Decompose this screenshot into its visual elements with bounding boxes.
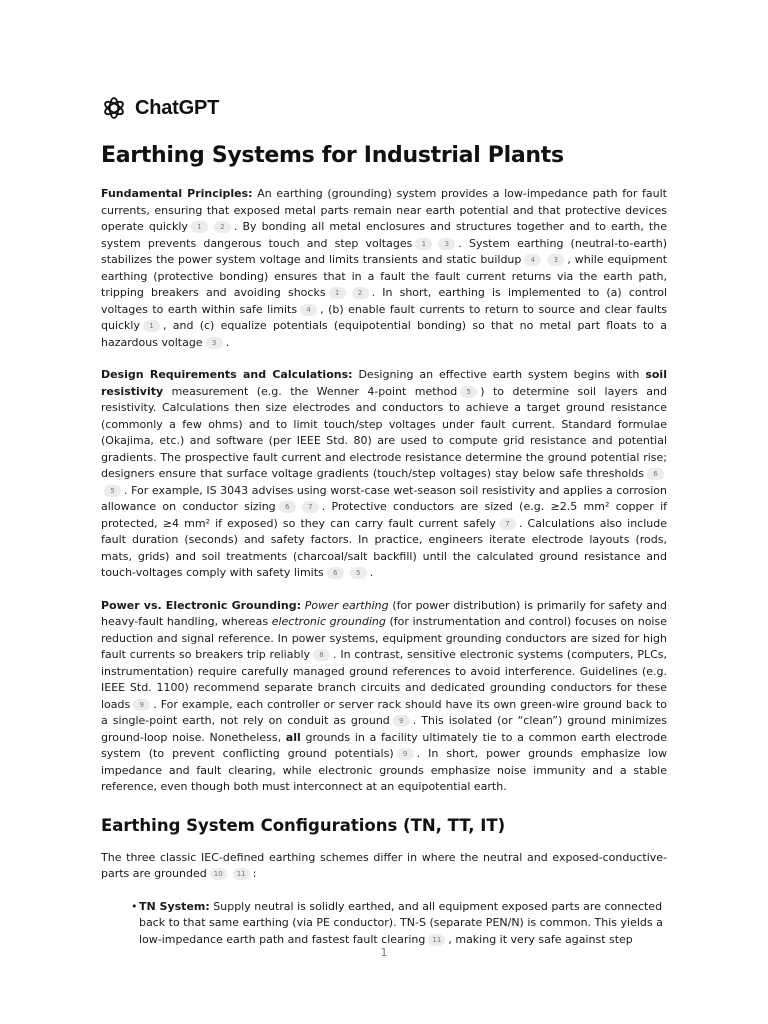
citation-badge[interactable]: 6 [279, 501, 296, 513]
openai-logo-icon [101, 95, 127, 121]
citation-badge[interactable]: 1 [415, 238, 432, 250]
configuration-list [101, 899, 667, 949]
citation-badge[interactable]: 7 [499, 518, 516, 530]
citation-badge[interactable]: 7 [302, 501, 319, 513]
document-page [101, 92, 667, 948]
paragraph-text: . By bonding all metal enclosures and structures together and to earth, the system prevents dangerous touch and step voltages [101, 220, 667, 250]
paragraph-power-vs-electronic [101, 598, 667, 796]
citation-badge[interactable]: 9 [393, 715, 410, 727]
paragraph-text: Designing an effective earth system begins with [352, 368, 646, 381]
emphasis-italic: electronic grounding [271, 615, 386, 628]
paragraph-text: . [225, 335, 230, 349]
paragraph-text: The three classic IEC-defined earthing schemes differ in where the neutral and exposed-conductive-parts are grounded [101, 850, 667, 880]
page-number: 1 [380, 946, 388, 959]
paragraph-text: , while equipment earthing (protective bonding) ensures that in a fault the fault current returns via the earth path, tripping breakers and avoiding shocks [101, 253, 668, 299]
paragraph-fundamental-principles [101, 186, 667, 351]
paragraph-text: . In short, earthing is implemented to (a) control voltages to earth within safe limits [101, 286, 668, 316]
paragraph-text: (for instrumentation and control) focuses on noise reduction and signal reference. In power systems, equipment grounding conductors are sized for high fault currents so breakers trip reliably [101, 615, 667, 661]
paragraph-design-requirements [101, 367, 667, 582]
citation-badge[interactable]: 4 [300, 304, 317, 316]
bullet: • [131, 899, 138, 913]
list-item-text: , making it very safe against step [448, 932, 633, 946]
citation-badge[interactable]: 5 [104, 485, 121, 497]
paragraph-text: , and (c) equalize potentials (equipotential bonding) so that no metal part floats to a hazardous voltage [101, 319, 667, 349]
section-heading: Earthing System Configurations (TN, TT, IT) [101, 815, 506, 835]
citation-badge[interactable]: 11 [233, 868, 250, 880]
paragraph-text: . [369, 566, 374, 579]
paragraph-lead: Fundamental Principles: [101, 187, 253, 200]
paragraph-text: , (b) enable fault currents to return to source and clear faults quickly [101, 302, 667, 332]
citation-badge[interactable]: 9 [133, 699, 150, 711]
emphasis-bold: all [285, 730, 301, 744]
citation-badge[interactable]: 11 [428, 934, 445, 946]
citation-badge[interactable]: 2 [352, 287, 369, 299]
paragraph-text: grounds in a facility ultimately tie to a common earth electrode system (to prevent conflicting ground potentials) [101, 730, 667, 760]
citation-badge[interactable]: 5 [350, 567, 367, 579]
list-item-text: Supply neutral is solidly earthed, and all equipment exposed parts are connected back to that same earthing (via PE conductor). TN-S (separate PEN/N) is common. This yields a low-impedance earth path and fastest fault clearing [139, 899, 663, 946]
citation-badge[interactable]: 1 [329, 287, 346, 299]
emphasis-italic: Power earthing [304, 598, 389, 612]
citation-badge[interactable]: 2 [214, 221, 231, 233]
citation-badge[interactable]: 3 [438, 238, 455, 250]
paragraph-lead: Power vs. Electronic Grounding: [101, 598, 301, 612]
list-item-lead: TN System: [139, 899, 210, 913]
paragraph-text: . For example, each controller or server rack should have its own green-wire ground back to a single-point earth, not rely on conduit as ground [101, 697, 667, 727]
paragraph-text: An earthing (grounding) system provides a low-impedance path for fault currents, ensuring that exposed metal parts remain near earth potential and that protective devices operate quickly [101, 187, 667, 233]
brand-header [101, 92, 667, 124]
citation-badge[interactable]: 4 [524, 254, 541, 266]
paragraph-text: : [252, 867, 257, 880]
brand-name: ChatGPT [135, 96, 220, 119]
citation-badge[interactable]: 1 [143, 320, 160, 332]
citation-badge[interactable]: 8 [313, 649, 330, 661]
paragraph-text: . In contrast, sensitive electronic systems (computers, PLCs, instrumentation) require carefully managed ground references to avoid interference. Guidelines (e.g. IEEE Std. 1100) recommend separate branch circuits and dedicated grounding conductors for these loads [101, 648, 667, 711]
citation-badge[interactable]: 1 [191, 221, 208, 233]
paragraph-configurations-intro [101, 850, 667, 883]
citation-badge[interactable]: 6 [647, 468, 664, 480]
paragraph-text: measurement (e.g. the Wenner 4-point method [163, 384, 458, 398]
citation-badge[interactable]: 3 [206, 337, 223, 349]
citation-badge[interactable]: 3 [547, 254, 564, 266]
list-item [131, 899, 667, 949]
citation-badge[interactable]: 6 [327, 567, 344, 579]
citation-badge[interactable]: 9 [397, 748, 414, 760]
paragraph-text: . Calculations also include fault duration (seconds) and safety factors. In practice, engineers iterate electrode layouts (rods, mats, grids) and soil treatments (charcoal/salt backfill) until the calculated ground resistance and touch-voltages comply with safety limits [101, 516, 667, 579]
paragraph-text: . This isolated (or “clean”) ground minimizes ground-loop noise. Nonetheless, [101, 714, 667, 744]
citation-badge[interactable]: 5 [460, 386, 477, 398]
paragraph-text: ) to determine soil layers and resistivity. Calculations then size electrodes and conductors to achieve a target ground resistance (commonly a few ohms) and to limit touch/step voltages under fault current. Standard formulae (Okajima, etc.) and software (per IEEE Std. 80) are used to compute grid resistance and potential gradients. The prospective fault current and electrode resistance determine the ground potential rise; designers ensure that surface voltage gradients (touch/step voltages) stay below safe thresholds [101, 384, 667, 480]
document-title: Earthing Systems for Industrial Plants [101, 143, 564, 168]
paragraph-text: . System earthing (neutral-to-earth) stabilizes the power system voltage and limits transients and static buildup [101, 236, 667, 266]
emphasis-bold: soil resistivity [101, 368, 667, 398]
paragraph-text: . In short, power grounds emphasize low impedance and fault clearing, while electronic grounds emphasize noise immunity and a stable reference, even though both must interconnect at an equipotential earth. [101, 747, 668, 793]
citation-badge[interactable]: 10 [210, 868, 227, 880]
paragraph-text: (for power distribution) is primarily for safety and heavy-fault handling, whereas [101, 598, 668, 628]
paragraph-text: . For example, IS 3043 advises using worst-case wet-season soil resistivity and applies a corrosion allowance on conductor sizing [101, 483, 667, 513]
paragraph-text: . Protective conductors are sized (e.g. ≥2.5 mm² copper if protected, ≥4 mm² if exposed) so they can carry fault current safely [101, 500, 667, 530]
paragraph-lead: Design Requirements and Calculations: [101, 368, 353, 381]
